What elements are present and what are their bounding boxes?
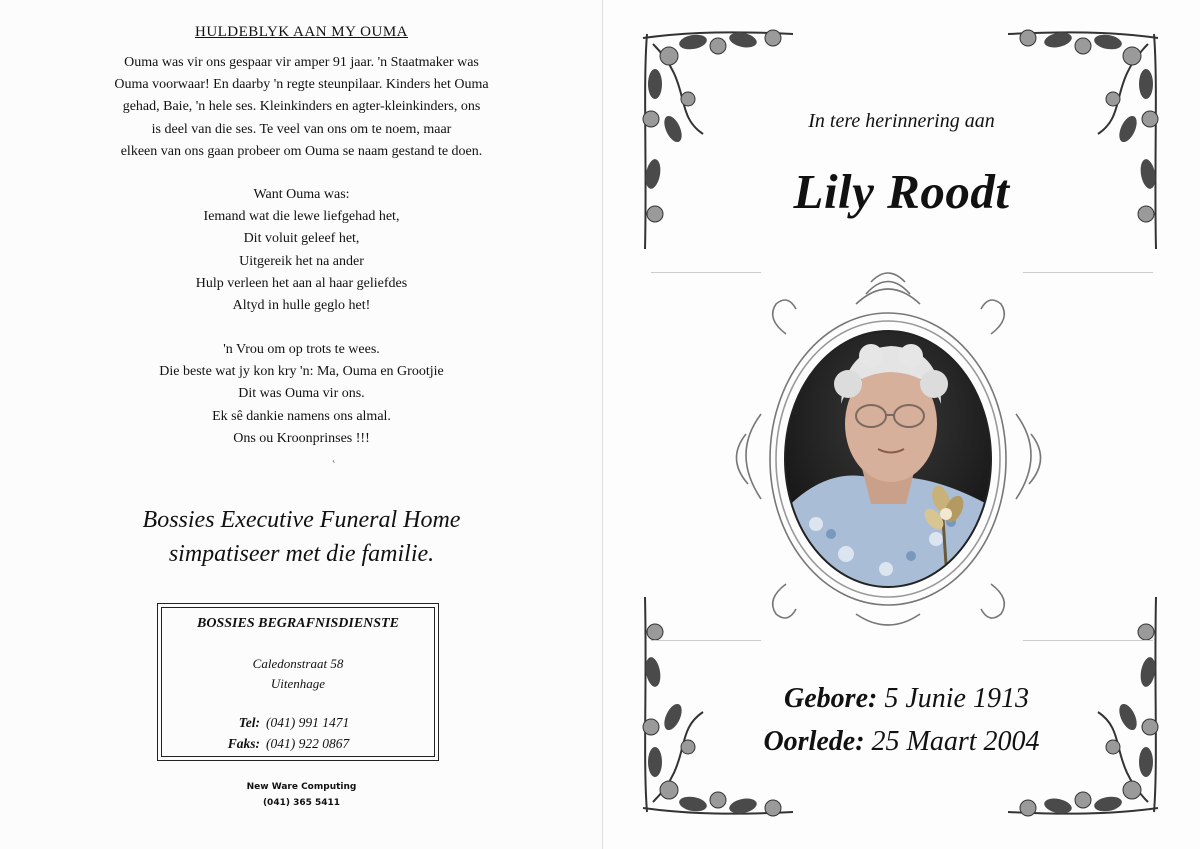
funeral-home-telephone	[220, 715, 349, 731]
portrait-frame	[726, 264, 1051, 634]
tel-number: (041) 991 1471	[266, 715, 350, 730]
poem-line: Die beste wat jy kon kry 'n: Ma, Ouma en Grootjie	[159, 364, 444, 380]
divider-line-bottom-left	[651, 640, 761, 641]
poem-line: elkeen van ons gaan probeer om Ouma se naam gestand te doen.	[120, 143, 483, 159]
poem-line: 'n Vrou om op trots te wees.	[223, 342, 380, 357]
poem-verse-1	[0, 184, 603, 317]
funeral-home-contact-box	[157, 603, 439, 761]
poem-line: gehad, Baie, 'n hele ses. Kleinkinders en agter-kleinkinders, ons	[122, 99, 481, 115]
funeral-home-street: Caledonstraat 58	[252, 656, 344, 671]
poem-line: Ouma voorwaar! En daarby 'n regte steunpilaar. Kinders het Ouma	[114, 77, 489, 93]
funeral-home-fax	[220, 736, 349, 752]
funeral-home-town: Uitenhage	[270, 676, 326, 691]
divider-line-bottom-right	[1023, 640, 1153, 641]
died-label: Oorlede:	[763, 726, 865, 757]
born-label: Gebore:	[784, 683, 878, 714]
tel-label: Tel:	[238, 715, 260, 730]
printer-name: New Ware Computing	[246, 782, 357, 792]
poem-verse-2	[0, 339, 603, 450]
memorial-subtitle: In tere herinnering aan	[808, 110, 995, 132]
printer-phone: (041) 365 5411	[262, 798, 341, 808]
smudge-mark: ˛	[332, 449, 336, 463]
condolence-line-2: simpatiseer met die familie.	[168, 541, 435, 567]
poem-intro	[0, 52, 603, 163]
fax-label: Faks:	[227, 736, 260, 751]
poem-line: Altyd in hulle geglo het!	[232, 298, 371, 314]
poem-line: Dit voluit geleef het,	[243, 231, 360, 247]
birth-date-line	[608, 683, 1200, 715]
poem-line: Want Ouma was:	[253, 187, 350, 202]
condolence-line-1: Bossies Executive Funeral Home	[142, 507, 461, 533]
died-date: 25 Maart 2004	[871, 726, 1040, 757]
poem-line: Ouma was vir ons gespaar vir amper 91 jaar. 'n Staatmaker was	[124, 55, 479, 70]
born-date: 5 Junie 1913	[884, 683, 1029, 714]
poem-line: Ek sê dankie namens ons almal.	[212, 408, 391, 424]
funeral-home-name: BOSSIES BEGRAFNISDIENSTE	[197, 616, 399, 631]
death-date-line	[603, 726, 1200, 758]
right-page	[603, 0, 1200, 849]
poem-line: Uitgereik het na ander	[239, 253, 364, 269]
poem-line: Hulp verleen het aan al haar geliefdes	[195, 275, 408, 291]
poem-line: Ons ou Kroonprinses !!!	[233, 430, 370, 446]
poem-line: Iemand wat die lewe liefgehad het,	[203, 209, 400, 225]
tribute-title: HULDEBLYK AAN MY OUMA	[194, 24, 409, 40]
deceased-name: Lily Roodt	[793, 164, 1010, 219]
poem-line: Dit was Ouma vir ons.	[238, 386, 365, 402]
fax-number: (041) 922 0867	[266, 736, 350, 751]
poem-line: is deel van die ses. Te veel van ons om te noem, maar	[151, 121, 452, 137]
